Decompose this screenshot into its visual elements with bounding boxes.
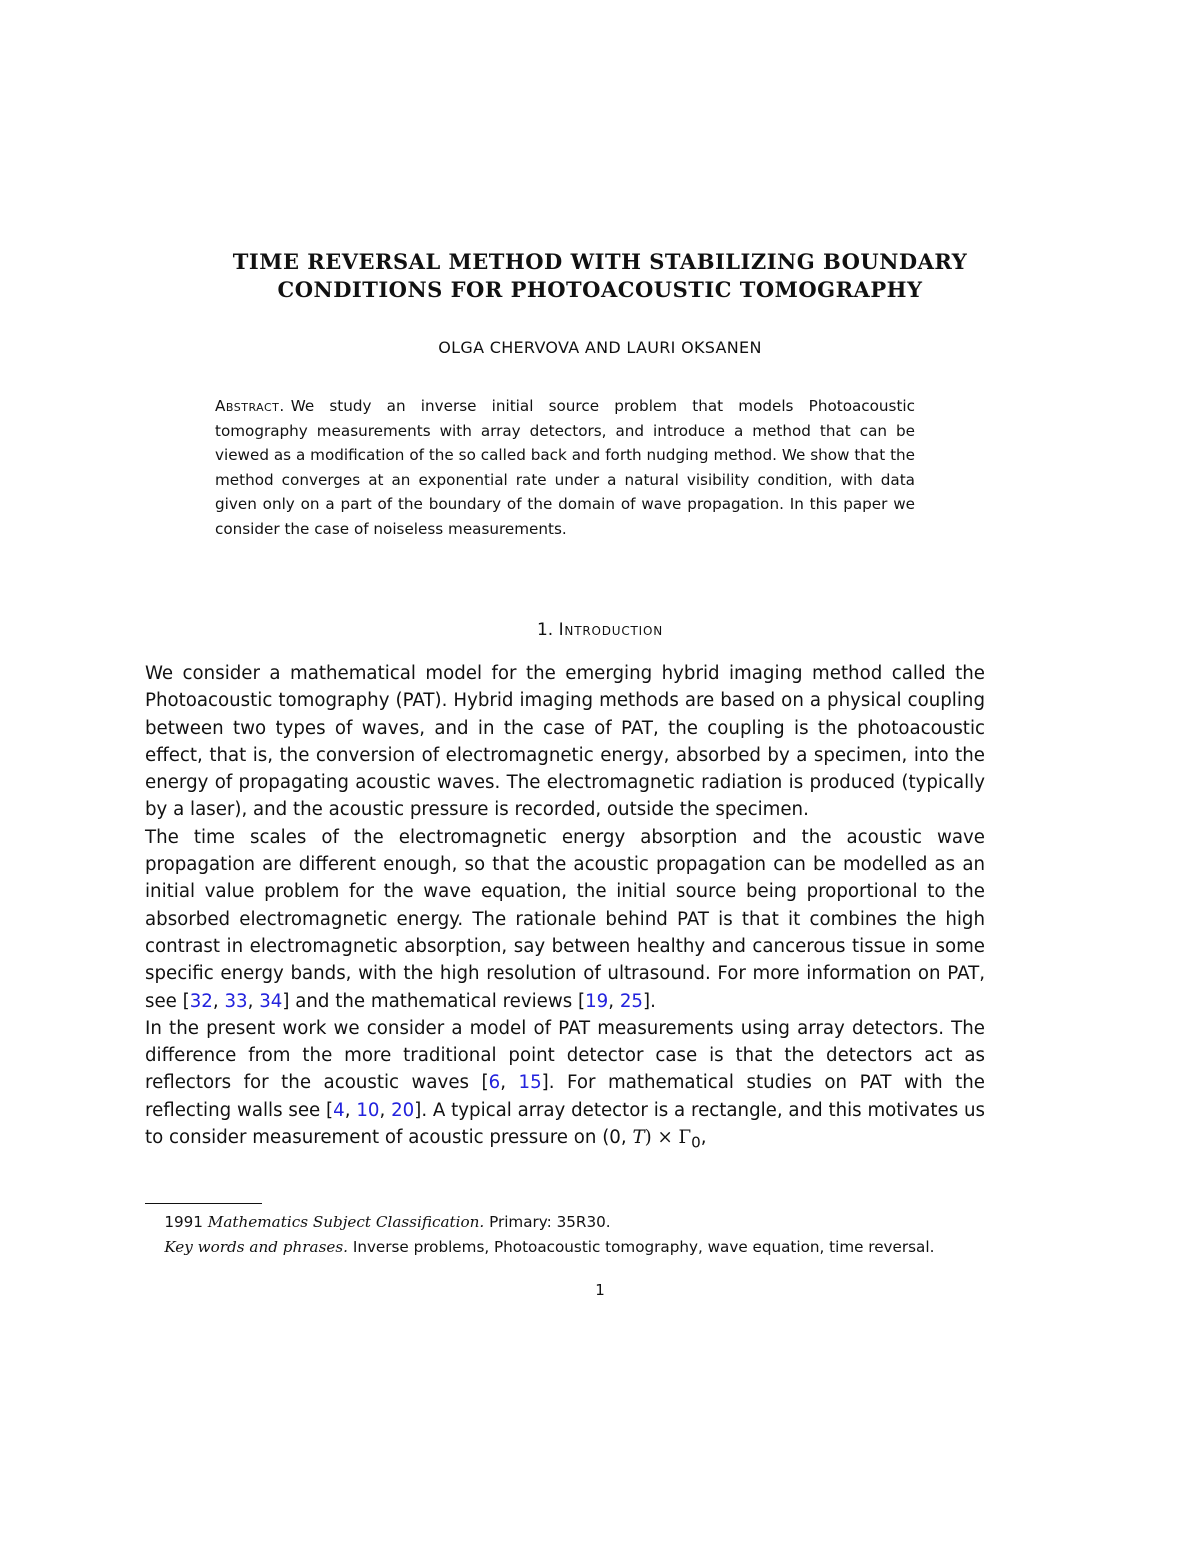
- citation-link[interactable]: 25: [619, 990, 643, 1012]
- citation-link[interactable]: 6: [488, 1072, 501, 1094]
- authors: OLGA CHERVOVA AND LAURI OKSANEN: [438, 338, 762, 357]
- paper-title: [140, 248, 1060, 304]
- abstract: [215, 394, 915, 541]
- footnote-msc-label: Mathematics Subject Classification.: [207, 1213, 485, 1231]
- footnote-year: 1991: [164, 1213, 203, 1231]
- citation-link[interactable]: 4: [333, 1099, 345, 1121]
- page-number: 1: [595, 1281, 605, 1299]
- cite-separator: ,: [608, 990, 620, 1012]
- p3-text-d: ) × Γ: [644, 1127, 692, 1149]
- footnote-msc: [145, 1210, 985, 1235]
- math-symbol-t: T: [632, 1127, 645, 1149]
- footnote-msc-text: Primary: 35R30.: [489, 1213, 611, 1231]
- footnote-keywords: [145, 1235, 985, 1260]
- cite-separator: ,: [500, 1072, 519, 1094]
- p3-text-b: ]. For mathematical studies on PAT with the reflecting walls see [: [145, 1072, 985, 1121]
- section-number: 1.: [536, 620, 554, 640]
- section-title: Introduction: [558, 620, 664, 640]
- citation-link[interactable]: 19: [585, 990, 609, 1012]
- citation-link[interactable]: 33: [224, 990, 248, 1012]
- p2-text-c: ].: [643, 990, 656, 1012]
- paragraph-2: [145, 824, 985, 1015]
- abstract-text: We study an inverse initial source problem that models Photoacoustic tomography measurements with array detectors, and introduce a method that can be viewed as a modification of the so called back and forth nudging method. We show that the method converges at an exponential rate under a natural visibility condition, with data given only on a part of the boundary of the domain of wave propagation. In this paper we consider the case of noiseless measurements.: [215, 397, 915, 538]
- section-heading: [140, 620, 1060, 640]
- citation-link[interactable]: 15: [518, 1072, 542, 1094]
- citation-link[interactable]: 20: [391, 1099, 415, 1121]
- title-line-2: CONDITIONS FOR PHOTOACOUSTIC TOMOGRAPHY: [277, 277, 923, 302]
- p3-text-a: In the present work we consider a model of PAT measurements using array detectors. The difference from the more traditional point detector case is that the detectors act as reflectors for the acoustic waves [: [145, 1017, 985, 1094]
- abstract-label: Abstract.: [215, 397, 285, 415]
- p2-text-b: ] and the mathematical reviews [: [282, 990, 586, 1012]
- cite-separator: ,: [379, 1099, 392, 1121]
- title-line-1: TIME REVERSAL METHOD WITH STABILIZING BOUNDARY: [232, 249, 968, 274]
- footnote-keywords-label: Key words and phrases.: [164, 1237, 349, 1256]
- citation-link[interactable]: 10: [356, 1099, 380, 1121]
- cite-separator: ,: [247, 990, 260, 1012]
- paragraph-1: We consider a mathematical model for the emerging hybrid imaging method called the Photoacoustic tomography (PAT). Hybrid imaging methods are based on a physical coupling between two types of waves, and in the case of PAT, the coupling is the photoacoustic effect, that is, the conversion of electromagnetic energy, absorbed by a specimen, into the energy of propagating acoustic waves. The electromagnetic radiation is produced (typically by a laser), and the acoustic pressure is recorded, outside the specimen.: [145, 663, 985, 821]
- cite-separator: ,: [344, 1099, 357, 1121]
- footnote-keywords-text: Inverse problems, Photoacoustic tomography, wave equation, time reversal.: [352, 1237, 935, 1256]
- citation-link[interactable]: 32: [189, 990, 213, 1012]
- body-text: [145, 660, 985, 1157]
- footnote-rule: [145, 1203, 262, 1204]
- cite-separator: ,: [212, 990, 225, 1012]
- citation-link[interactable]: 34: [259, 990, 283, 1012]
- p3-text-c: ]. A typical array detector is a rectangle, and this motivates us to consider measurement of acoustic pressure on (0,: [145, 1099, 985, 1149]
- footnotes: [145, 1210, 985, 1259]
- math-subscript: 0: [691, 1133, 701, 1152]
- p3-text-e: ,: [700, 1127, 707, 1149]
- p2-text-a: The time scales of the electromagnetic energy absorption and the acoustic wave propagation are different enough, so that the acoustic propagation can be modelled as an initial value problem for the wave equation, the initial source being proportional to the absorbed electromagnetic energy. The rationale behind PAT is that it combines the high contrast in electromagnetic absorption, say between healthy and cancerous tissue in some specific energy bands, with the high resolution of ultrasound. For more information on PAT, see [: [145, 826, 985, 1012]
- paragraph-3: [145, 1015, 985, 1157]
